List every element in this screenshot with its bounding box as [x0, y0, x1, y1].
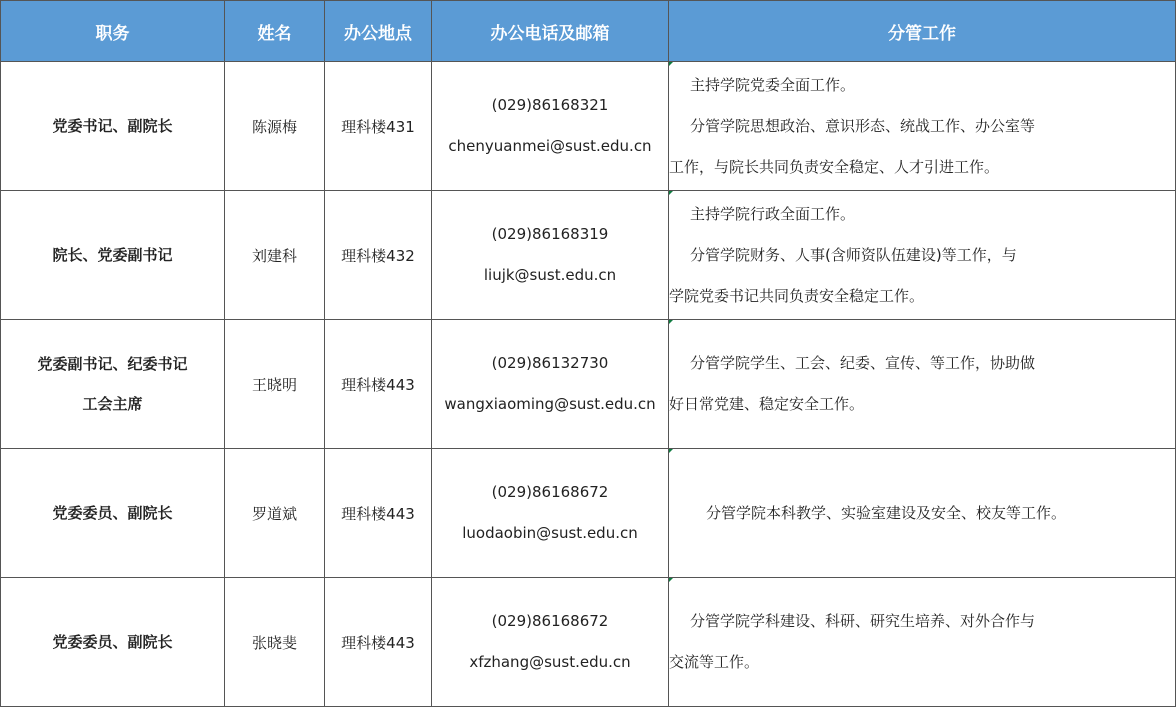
header-name: 姓名 [225, 1, 325, 62]
table-row [1, 449, 1176, 578]
duty-line: 分管学院本科教学、实验室建设及安全、校友等工作。 [706, 503, 1067, 522]
table-row [1, 62, 1176, 191]
header-contact: 办公电话及邮箱 [432, 1, 669, 62]
header-office: 办公地点 [325, 1, 432, 62]
phone-number: (029)86168672 [491, 612, 609, 630]
phone-number: (029)86168321 [491, 96, 609, 114]
duty-line: 分管学院学生、工会、纪委、宣传、等工作，协助做 [690, 354, 1036, 372]
position-cell [1, 320, 225, 449]
duty-line: 工作，与院长共同负责安全稳定、人才引进工作。 [669, 157, 1000, 176]
contact-cell [432, 191, 669, 320]
duty-line: 交流等工作。 [669, 653, 760, 671]
duty-line: 学院党委书记共同负责安全稳定工作。 [669, 286, 925, 305]
phone-number: (029)86168672 [491, 483, 609, 501]
duties-cell [669, 320, 1176, 449]
duty-line: 好日常党建、稳定安全工作。 [669, 395, 865, 413]
email-address: liujk@sust.edu.cn [483, 266, 617, 284]
name-cell: 罗道斌 [225, 449, 325, 578]
phone-number: (029)86168319 [491, 225, 609, 243]
position-line: 党委副书记、纪委书记 [37, 355, 188, 373]
header-duties: 分管工作 [669, 1, 1176, 62]
duties-cell [669, 191, 1176, 320]
duty-line: 分管学院学科建设、科研、研究生培养、对外合作与 [690, 612, 1036, 630]
name-cell: 张晓斐 [225, 578, 325, 707]
office-cell: 理科楼432 [325, 191, 432, 320]
duty-line: 分管学院财务、人事(含师资队伍建设)等工作，与 [690, 245, 1017, 264]
duties-cell [669, 578, 1176, 707]
cell-comment-marker [669, 320, 673, 324]
office-cell: 理科楼431 [325, 62, 432, 191]
cell-comment-marker [669, 578, 673, 582]
name-cell: 陈源梅 [225, 62, 325, 191]
contact-cell [432, 320, 669, 449]
cell-comment-marker [669, 191, 673, 195]
position-line: 工会主席 [82, 395, 143, 413]
duty-line: 主持学院党委全面工作。 [690, 75, 856, 94]
table-row [1, 578, 1176, 707]
table-row [1, 320, 1176, 449]
header-position: 职务 [1, 1, 225, 62]
email-address: chenyuanmei@sust.edu.cn [448, 137, 652, 155]
email-address: luodaobin@sust.edu.cn [462, 524, 638, 542]
duty-line: 主持学院行政全面工作。 [690, 204, 856, 223]
position-cell: 党委书记、副院长 [1, 62, 225, 191]
table-row [1, 191, 1176, 320]
position-cell: 党委委员、副院长 [1, 449, 225, 578]
header-row [1, 1, 1176, 62]
contact-cell [432, 62, 669, 191]
office-cell: 理科楼443 [325, 578, 432, 707]
name-cell: 王晓明 [225, 320, 325, 449]
duty-line: 分管学院思想政治、意识形态、统战工作、办公室等 [690, 116, 1036, 135]
duties-cell [669, 62, 1176, 191]
cell-comment-marker [669, 449, 673, 453]
contact-cell [432, 449, 669, 578]
position-cell: 党委委员、副院长 [1, 578, 225, 707]
contact-cell [432, 578, 669, 707]
email-address: wangxiaoming@sust.edu.cn [444, 395, 656, 413]
duties-cell [669, 449, 1176, 578]
cell-comment-marker [669, 62, 673, 66]
position-cell: 院长、党委副书记 [1, 191, 225, 320]
email-address: xfzhang@sust.edu.cn [469, 653, 631, 671]
office-cell: 理科楼443 [325, 449, 432, 578]
office-cell: 理科楼443 [325, 320, 432, 449]
name-cell: 刘建科 [225, 191, 325, 320]
phone-number: (029)86132730 [491, 354, 609, 372]
